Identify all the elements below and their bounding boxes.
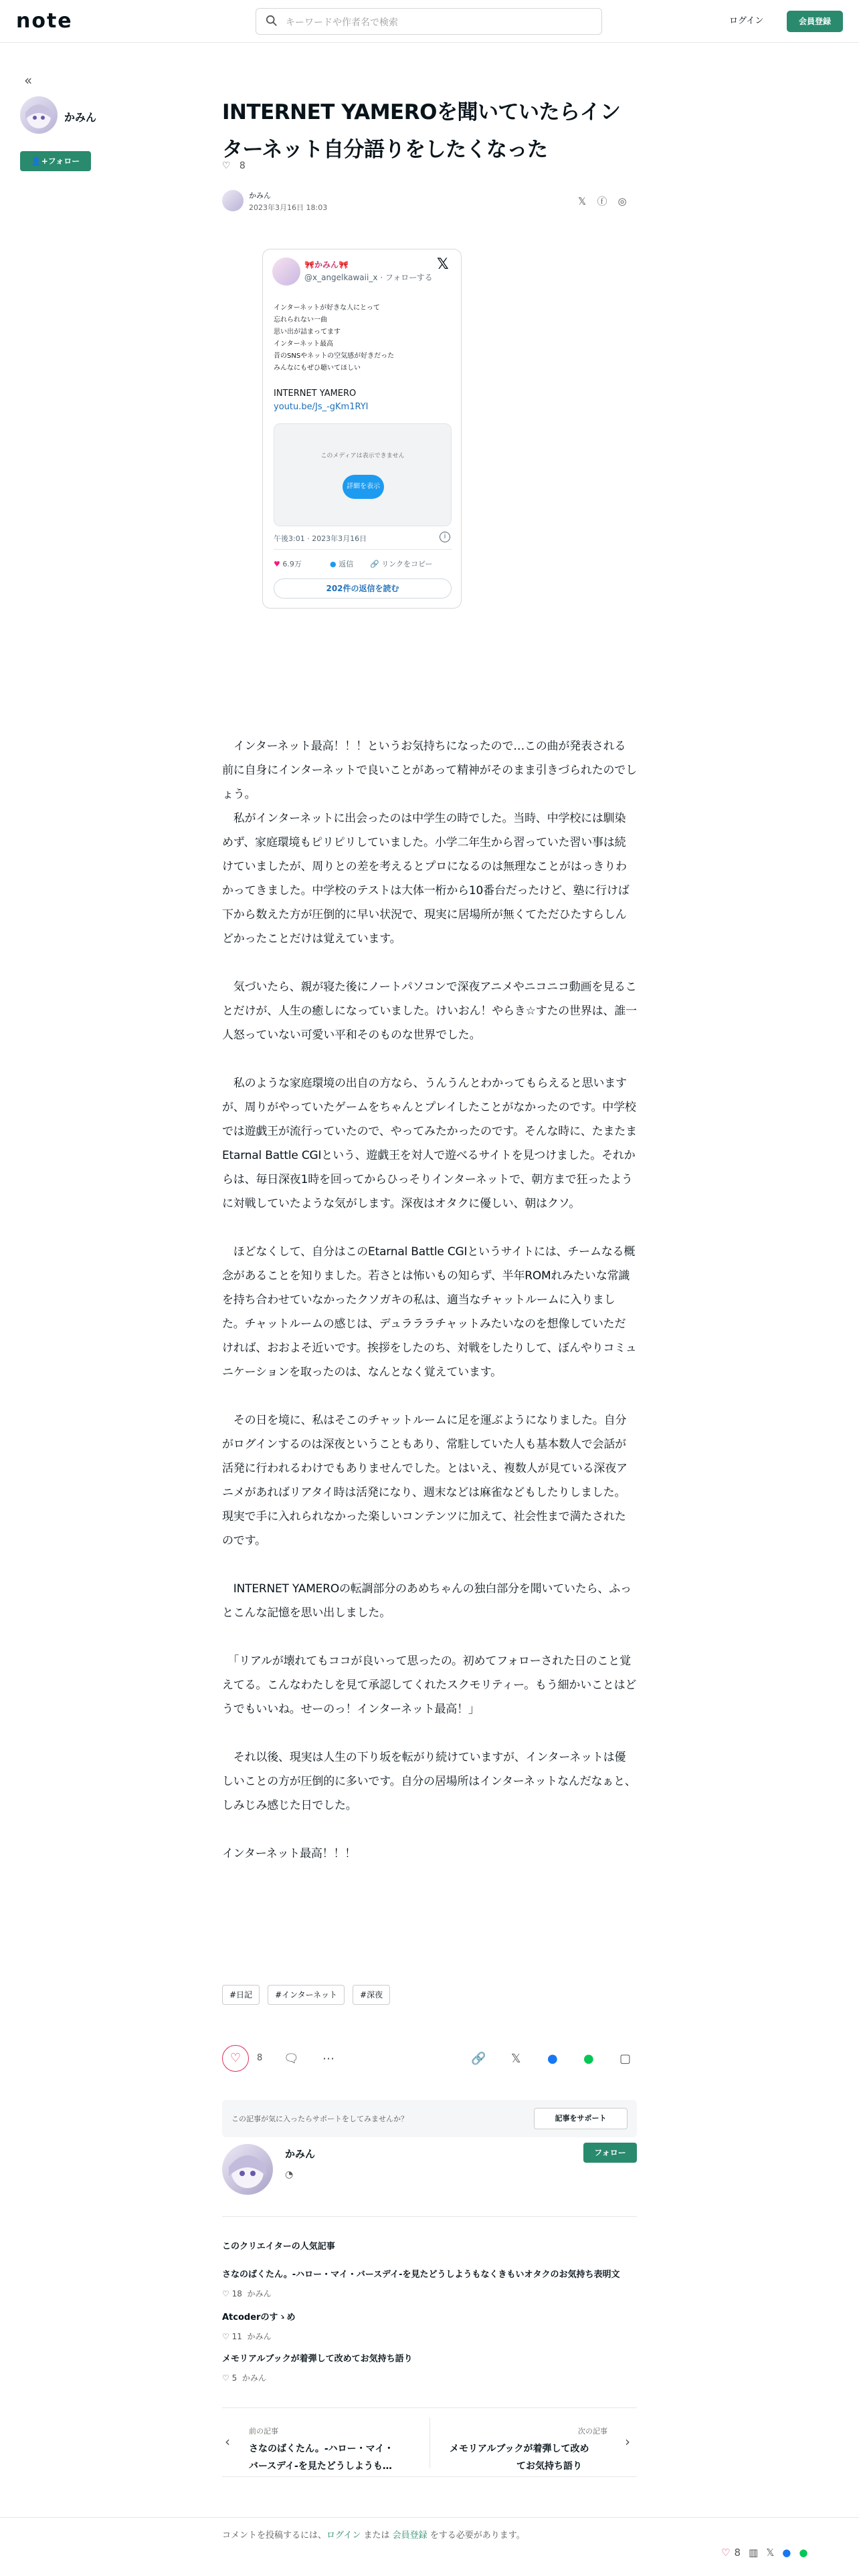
body-paragraph: ほどなくして、自分はこのEtarnal Battle CGIというサイトには、チームなる概念があることを知りました。若さとは怖いもの知らず、半年ROMれみたいな常識を持ち合わせていなかったクソガキの私は、適当なチャットルームに入りました。チャットルームの感じは、デュラララチャットみたいなのを想像していただければ、おおよそ近いです。挨拶をしたのち、対戦をしたりして、ぼんやりコミュニケーションを取ったのは、なんとなく覚えています。 <box>222 1245 637 1379</box>
comment-note-text: コメントを投稿するには、 <box>222 2531 327 2541</box>
body-paragraph: 「リアルが壊れてもココが良いって思ったの。初めてフォローされた日のこと覚えてる。こんなわたしを見て承認してくれたスクモリティー。もう細かいことはどうでもいいね。せーのっ！インターネット最高！」 <box>222 1654 637 1716</box>
prev-title-line: さなのばくたん。-ハロー・マイ・ <box>249 2444 394 2454</box>
media-view-button[interactable]: 詳細を表示 <box>343 475 384 499</box>
like-count-bottom: 8 <box>257 2053 263 2063</box>
signup-button[interactable]: 会員登録 <box>787 11 843 32</box>
author-name[interactable]: かみん <box>249 191 271 200</box>
comment-login-note <box>222 2528 525 2541</box>
popular-articles-title: このクリエイターの人気記事 <box>222 2242 335 2252</box>
line-share-icon[interactable]: ● <box>799 2547 808 2559</box>
tweet-link[interactable]: youtu.be/Js_-gKm1RYI <box>274 402 369 412</box>
article-action-row <box>222 2045 637 2074</box>
popular-like-count: 5 <box>231 2373 237 2383</box>
login-link[interactable]: ログイン <box>729 16 764 26</box>
heart-outline-icon: ♡ <box>222 2289 229 2298</box>
sidebar-follow-button[interactable] <box>20 151 91 171</box>
prev-article-title[interactable] <box>249 2440 393 2475</box>
embedded-tweet[interactable] <box>262 249 462 609</box>
tweet-reply-label: 返信 <box>339 560 354 568</box>
popular-article-meta <box>222 2331 637 2342</box>
body-paragraph: インターネット最高！！！ <box>222 1847 357 1860</box>
sidebar-follow-label: フォロー <box>47 156 80 166</box>
tweet-copy-label: リンクをコピー <box>381 560 433 568</box>
tweet-author-name[interactable]: 🎀かみん🎀 <box>304 260 349 270</box>
search-icon <box>266 15 278 27</box>
comment-note-text: をする必要があります。 <box>427 2531 525 2541</box>
tweet-line: インターネットが好きな人にとって <box>274 304 380 312</box>
support-text: この記事が気に入ったらサポートをしてみませんか？ <box>231 2115 408 2123</box>
popular-article-meta <box>222 2372 637 2383</box>
tweet-handle[interactable]: @x_angelkawaii_x · フォローする <box>304 273 433 282</box>
tweet-timestamp[interactable]: 午後3:01 · 2023年3月16日 <box>274 534 367 543</box>
next-title-line: てお気持ち語り <box>516 2461 582 2472</box>
facebook-share-icon[interactable]: ⓕ <box>597 195 607 207</box>
body-paragraph: インターネット最高！！！というお気持ちになったので…この曲が発表される前に自身にインターネットで良いことがあって精神がそのまま引きづられたのでしょう。 <box>222 740 637 801</box>
chevron-right-icon[interactable]: › <box>625 2434 630 2450</box>
body-paragraph: それ以後、現実は人生の下り坂を転がり続けていますが、インターネットは優しいことの方が圧倒的に多いです。自分の居場所はインターネットなんだなぁと、しみじみ感じた日でした。 <box>222 1751 636 1812</box>
hashtag[interactable]: #深夜 <box>353 1985 390 2005</box>
tweet-line: 忘れられない一曲 <box>274 316 327 324</box>
search-placeholder: キーワードや作者名で検索 <box>286 17 398 28</box>
popular-article-item[interactable] <box>222 2351 637 2383</box>
tweet-line: 昔のSNSやネットの空気感が好きだった <box>274 352 395 360</box>
x-share-icon[interactable]: 𝕏 <box>511 2052 521 2066</box>
copy-link-icon[interactable]: 🔗 <box>471 2052 486 2066</box>
support-box <box>222 2100 637 2137</box>
popular-article-title[interactable]: さなのばくたん。-ハロー・マイ・バースデイ-を見たどうしようもなくきもいオタクのお気持ち表明文 <box>222 2270 620 2280</box>
sidebar-author-name[interactable]: かみん <box>64 111 97 124</box>
article-like-count[interactable] <box>222 160 246 171</box>
facebook-share-icon[interactable]: ● <box>547 2052 558 2066</box>
popular-article-item[interactable] <box>222 2310 637 2342</box>
author-avatar[interactable] <box>222 190 244 211</box>
hashtag-list <box>222 1985 398 2005</box>
tweet-divider <box>274 549 452 550</box>
tweet-reply-action[interactable] <box>330 558 353 569</box>
tweet-like-action[interactable] <box>274 558 302 569</box>
next-title-line: メモリアルブックが着弾して改め <box>450 2444 589 2454</box>
support-button[interactable]: 記事をサポート <box>534 2108 628 2129</box>
site-header <box>0 0 859 43</box>
search-box[interactable] <box>256 8 602 35</box>
hashtag[interactable]: #日記 <box>222 1985 260 2005</box>
popular-like-count: 11 <box>231 2332 242 2341</box>
info-icon[interactable]: i <box>440 532 450 542</box>
embed-icon[interactable]: ▢ <box>619 2052 632 2066</box>
heart-outline-icon: ♡ <box>222 2332 229 2341</box>
popular-like-count: 18 <box>231 2289 242 2298</box>
popular-article-item[interactable] <box>222 2267 637 2299</box>
comment-note-text: または <box>361 2531 393 2541</box>
article-navigation <box>222 2407 637 2477</box>
body-paragraph: その日を境に、私はそこのチャットルームに足を運ぶようになりました。自分がログインするのは深夜ということもあり、常駐していた人も基本数人で会話が活発に行われるわけでもありませんでした。とはいえ、複数人が見ている深夜アニメがあればリアタイ時は活発になり、週末などは麻雀などもしたりしました。現実で手に入れられなかった楽しいコンテンツに加えて、社会性まで満たされたのです。 <box>222 1414 628 1547</box>
creator-avatar[interactable] <box>222 2144 273 2195</box>
line-share-icon[interactable]: ◎ <box>617 195 627 207</box>
heart-outline-icon: ♡ <box>222 2373 229 2383</box>
tweet-avatar[interactable] <box>272 257 300 286</box>
popular-author[interactable]: かみん <box>247 2289 272 2298</box>
comment-icon[interactable]: 🗨 <box>284 2052 299 2066</box>
comment-signup-link[interactable]: 会員登録 <box>392 2531 427 2541</box>
divider <box>222 2216 637 2217</box>
body-paragraph: 私がインターネットに出会ったのは中学生の時でした。当時、中学校には馴染めず、家庭環境もピリピリしていました。小学二年生から習っていた習い事は続けていましたが、周りとの差を考えるとプロになるのは無理なことがはっきりわかってきました。中学校のテストは大体一桁から10番台だったけど、塾に行けば下から数えた方が圧倒的に早い状況で、現実に居場所が無くてただひたすらしんどかったことだけは覚えています。 <box>222 812 630 946</box>
reply-bubble-icon: ● <box>330 560 337 568</box>
floating-like-count: 8 <box>734 2547 741 2559</box>
comment-login-link[interactable]: ログイン <box>326 2531 361 2541</box>
body-paragraph: 私のような家庭環境の出自の方なら、うんうんとわかってもらえると思いますが、周りがやっていたゲームをちゃんとプレイしたことがなかったのです。中学校では遊戯王が流行っていたので、やってみたかったのです。そんな時に、たまたまEtarnal Battle CGIという、遊戯王を対人で遊べるサイトを見つけました。それからは、毎日深夜1時を回ってからひっそりインターネットで、朝方まで狂ったように対戦していたような気がします。深夜はオタクに優しい、朝はクソ。 <box>222 1077 637 1210</box>
link-icon: 🔗 <box>370 560 379 568</box>
like-button[interactable]: ♡ <box>222 2045 249 2072</box>
x-share-icon[interactable]: 𝕏 <box>577 195 587 207</box>
share-buttons-top <box>570 194 630 209</box>
sidebar-author-avatar[interactable] <box>20 96 58 134</box>
publish-date: 2023年3月16日 18:03 <box>249 203 328 212</box>
floating-action-bar <box>713 2547 807 2559</box>
hashtag[interactable]: #インターネット <box>268 1985 345 2005</box>
popular-author[interactable]: かみん <box>242 2373 266 2383</box>
read-replies-button[interactable]: 202件の返信を読む <box>274 578 452 599</box>
popular-article-meta <box>222 2288 637 2299</box>
creator-follow-button[interactable]: フォロー <box>583 2143 637 2163</box>
divider <box>0 2517 859 2518</box>
add-user-icon: 👤+ <box>31 156 48 166</box>
creator-name[interactable]: かみん <box>285 2148 316 2160</box>
prev-title-line: バースデイ-を見たどうしようも… <box>249 2461 392 2472</box>
popular-article-title[interactable]: メモリアルブックが着弾して改めてお気持ち語り <box>222 2354 413 2364</box>
facebook-share-icon[interactable]: ● <box>782 2547 791 2559</box>
tweet-song-title: INTERNET YAMERO <box>274 389 357 399</box>
body-paragraph: 気づいたら、親が寝た後にノートパソコンで深夜アニメやニコニコ動画を見ることだけが、人生の癒しになっていました。けいおん！やらき☆すたの世界は、誰一人怒っていない可愛い平和そのものな世界でした。 <box>222 980 637 1042</box>
media-unavailable-text: このメディアは表示できません <box>320 453 405 459</box>
rss-icon[interactable]: ◔ <box>285 2169 294 2180</box>
prev-article-label: 前の記事 <box>249 2427 278 2436</box>
note-logo[interactable]: note <box>16 9 73 33</box>
more-icon[interactable]: ⋯ <box>322 2052 335 2066</box>
x-share-icon[interactable]: 𝕏 <box>766 2547 775 2559</box>
popular-article-title[interactable]: Atcoderのすゝめ <box>222 2313 296 2323</box>
heart-outline-icon[interactable]: ♡ <box>721 2547 731 2559</box>
tweet-line: みんなにもぜひ聴いてほしい <box>274 364 361 372</box>
x-logo-icon[interactable]: 𝕏 <box>437 256 449 273</box>
like-count: 8 <box>239 160 246 171</box>
heart-filled-icon: ♥ <box>274 560 280 568</box>
chevron-left-icon[interactable]: ‹ <box>225 2434 230 2450</box>
tweet-line: インターネット最高 <box>274 340 334 348</box>
tweet-media <box>274 423 452 526</box>
article-body <box>222 734 637 1890</box>
tweet-like-count: 6.9万 <box>282 560 302 568</box>
sidebar-toggle-icon[interactable]: ▥ <box>749 2547 759 2559</box>
collapse-sidebar-icon[interactable]: « <box>24 72 33 88</box>
body-paragraph: INTERNET YAMEROの転調部分のあめちゃんの独白部分を聞いていたら、ふっとこんな記憶を思い出しました。 <box>222 1582 632 1620</box>
article-title: INTERNET YAMEROを聞いていたらインターネット自分語りをしたくなった <box>222 100 621 162</box>
line-share-icon[interactable]: ● <box>583 2052 594 2066</box>
heart-outline-icon: ♡ <box>222 160 231 171</box>
tweet-line: 思い出が詰まってます <box>274 328 341 336</box>
next-article-label: 次の記事 <box>578 2427 607 2436</box>
tweet-copy-action[interactable] <box>370 558 433 569</box>
next-article-title[interactable] <box>450 2440 589 2475</box>
popular-author[interactable]: かみん <box>247 2332 272 2341</box>
